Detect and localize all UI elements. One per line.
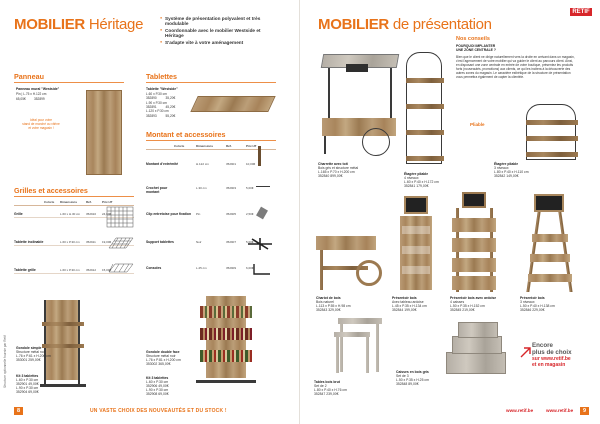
caisses-bois-image <box>446 322 510 376</box>
table-row: Consoles L.25 cm 352909 6,00€ <box>146 266 254 270</box>
crochet-image <box>256 186 270 187</box>
product-caption: Présentoir bois avec ardoise 4 caisses L.50 x P.35 x H.152 cm 352845 219,00€ <box>450 296 497 313</box>
gondole-double-image <box>196 296 256 386</box>
arrow-icon <box>520 346 532 358</box>
grilles-table-header: Coloris Dimensions Réf. Prix HT <box>14 200 134 206</box>
table-row: Crochet pour montant L.30 cm 352903 5,00€ <box>146 186 254 195</box>
kit-caption: Kit 3 tablettes L.60 x P.30 cm 352901 49,00€ L.90 x P.30 cm 352904 69,00€ <box>16 374 39 395</box>
footer-url-right[interactable]: www.retif.be <box>546 408 574 413</box>
section-divider <box>146 82 276 83</box>
section-title-grilles: Grilles et accessoires <box>14 186 88 195</box>
side-note: Structure optionnelle fournie par Retif <box>3 335 7 388</box>
tables-bois-image <box>334 318 384 374</box>
product-caption: Présentoir bois 3 niveaux L.50 x P.40 x H.138 cm 352846 229,00€ <box>520 296 555 313</box>
table-row: Tablette grille L.60 x P.30 cm 352912 15,00€ <box>14 268 134 274</box>
section-title-panneau: Panneau <box>14 72 44 81</box>
table-row: Tablette inclinable L.60 x P.30 cm 352911 19,00€ <box>14 240 134 246</box>
charrette-image <box>318 44 402 160</box>
footer-slogan: UN VASTE CHOIX DES NOUVEAUTÉS ET DU STOCK ! <box>90 408 227 414</box>
console-image <box>252 262 272 276</box>
pliable-label: Pliable <box>470 122 485 127</box>
product-caption: Présentoir bois Avec tableau ardoise L.45 x P.35 x H.134 cm 352844 199,00€ <box>392 296 427 313</box>
tablette-grille-image <box>108 262 134 274</box>
product-caption: Chariot de bois Bois naturel L.113 x P.55 x H.98 cm 352843 329,00€ <box>316 296 351 313</box>
encore-promo: Encore plus de choix sur www.retif.be et en magasin <box>532 342 572 368</box>
product-caption: Tables bois brut Set de 2 L.80 x P.40 x H.76 cm 352847 239,00€ <box>314 380 347 397</box>
section-divider <box>146 140 276 141</box>
panneau-note: Idéal pour votre stand de marché ou vitrine et votre magasin ! <box>22 118 60 130</box>
montant-image <box>258 146 261 166</box>
tablette-list: L.60 x P.30 cm 352890 35,20€ L.90 x P.30 cm 352891 45,20€ L.120 x P.30 cm 352893 55,20€ <box>146 92 176 118</box>
section-title-montant: Montant et accessoires <box>146 130 226 139</box>
conseils-box <box>456 36 576 79</box>
gondole-double-caption: Gondole double face Structure métal noir L.76 x P.81 x H.200 cm 353002 365,00€ <box>146 350 181 367</box>
right-page-title: MOBILIER de présentation <box>318 16 492 33</box>
presentoir-caisses-image <box>450 192 498 292</box>
table-row: Montant d'extrémité H.122 cm 352901 10,00€ <box>146 162 256 166</box>
footer-url-left[interactable]: www.retif.be <box>506 408 534 413</box>
tablette-inclinable-image <box>108 236 134 250</box>
presentoir-niveaux-image <box>528 194 572 292</box>
conseils-subtitle: POURQUOI IMPLANTER <box>456 44 496 48</box>
etagere-pliable-image <box>404 52 448 170</box>
product-caption: Étagère pliable 3 niveaux L.80 x P.40 x H.110 cm 352842 149,00€ <box>494 162 529 179</box>
section-divider <box>14 196 134 197</box>
product-caption: Étagère pliable 4 niveaux L.60 x P.40 x H.172 cm 352841 179,00€ <box>404 172 439 189</box>
chariot-bois-image <box>316 226 384 292</box>
etagere-pliable-3-image <box>522 104 580 164</box>
tablette-name: Tablette "Westside" <box>146 87 178 91</box>
clip-image <box>256 207 268 220</box>
panneau-dims: Pin | L.75 x H.122 cm <box>16 92 47 96</box>
section-title-tablettes: Tablettes <box>146 72 178 81</box>
gondole-simple-caption: Gondole simple Structure métal noir L.76 x P.61 x H.200 cm 353001 259,00€ <box>16 346 51 363</box>
panneau-image <box>86 90 122 175</box>
montant-table-header: Coloris Dimensions Réf. Prix HT <box>146 144 276 150</box>
section-divider <box>14 82 124 83</box>
bullet-item: ● S'adapte vite à votre aménagement <box>160 40 270 45</box>
panneau-name: Panneau mural "Westside" <box>16 87 60 91</box>
bullet-item: ● Système de présentation polyvalent et très modulable <box>160 16 270 27</box>
table-row: Grille L.60 x H.30 cm 352910 24,00€ <box>14 212 134 218</box>
support-tablette-image <box>246 236 274 252</box>
product-caption: Charrette avec toit Bois gris et structure métal L.165 x P.70 x H.200 cm 352840 899,00€ <box>318 162 359 179</box>
page-number: 9 <box>580 407 589 415</box>
table-row: Clip entretoise pour fixation Pin 352905 2,50€ <box>146 212 254 216</box>
conseils-subtitle: UNE ZONE CENTRALE ? <box>456 48 496 53</box>
presentoir-ardoise-image <box>398 196 434 292</box>
grille-image <box>106 206 134 228</box>
brand-logo: RETIF <box>570 8 592 16</box>
kit-caption: Kit 3 tablettes L.60 x P.30 cm 352906 49,00€ L.90 x P.30 cm 352908 69,00€ <box>146 376 169 397</box>
right-page <box>300 0 600 424</box>
panneau-price: 65,05€ <box>16 97 26 101</box>
left-page-title: MOBILIER Héritage <box>14 16 144 33</box>
conseils-body: Bien que le client ne dirige naturellement vers la droite en arrivant dans un magasin, c'est l'agencement de votre mobilier qui va guider le client au parcours client. Ainsi, en disposant une zone centrale en entrée de votre boutique, présentez les produits forts (nouveautés, promotions) aux clients, ce qui les incitera à la découverte des autres zones du magasin. Le caractère esthétique de la structure de présentation vous permettra également de capter la clientèle. <box>456 54 575 79</box>
feature-bullets <box>160 16 270 46</box>
panneau-ref: 352899 <box>34 97 45 101</box>
page-number: 8 <box>14 407 23 415</box>
table-row: Support tablettes Noir 352907 5,00€ <box>146 240 254 244</box>
tablette-image <box>190 96 275 112</box>
conseils-title: Nos conseils <box>456 36 490 42</box>
gondole-simple-image <box>40 300 84 390</box>
bullet-item: ● Coordonnable avec le mobilier Westside et Héritage <box>160 28 270 39</box>
product-caption: Caisses en bois gris Set de 3 L.50 x P.35 x H.25 cm 352848 89,00€ <box>396 370 429 387</box>
